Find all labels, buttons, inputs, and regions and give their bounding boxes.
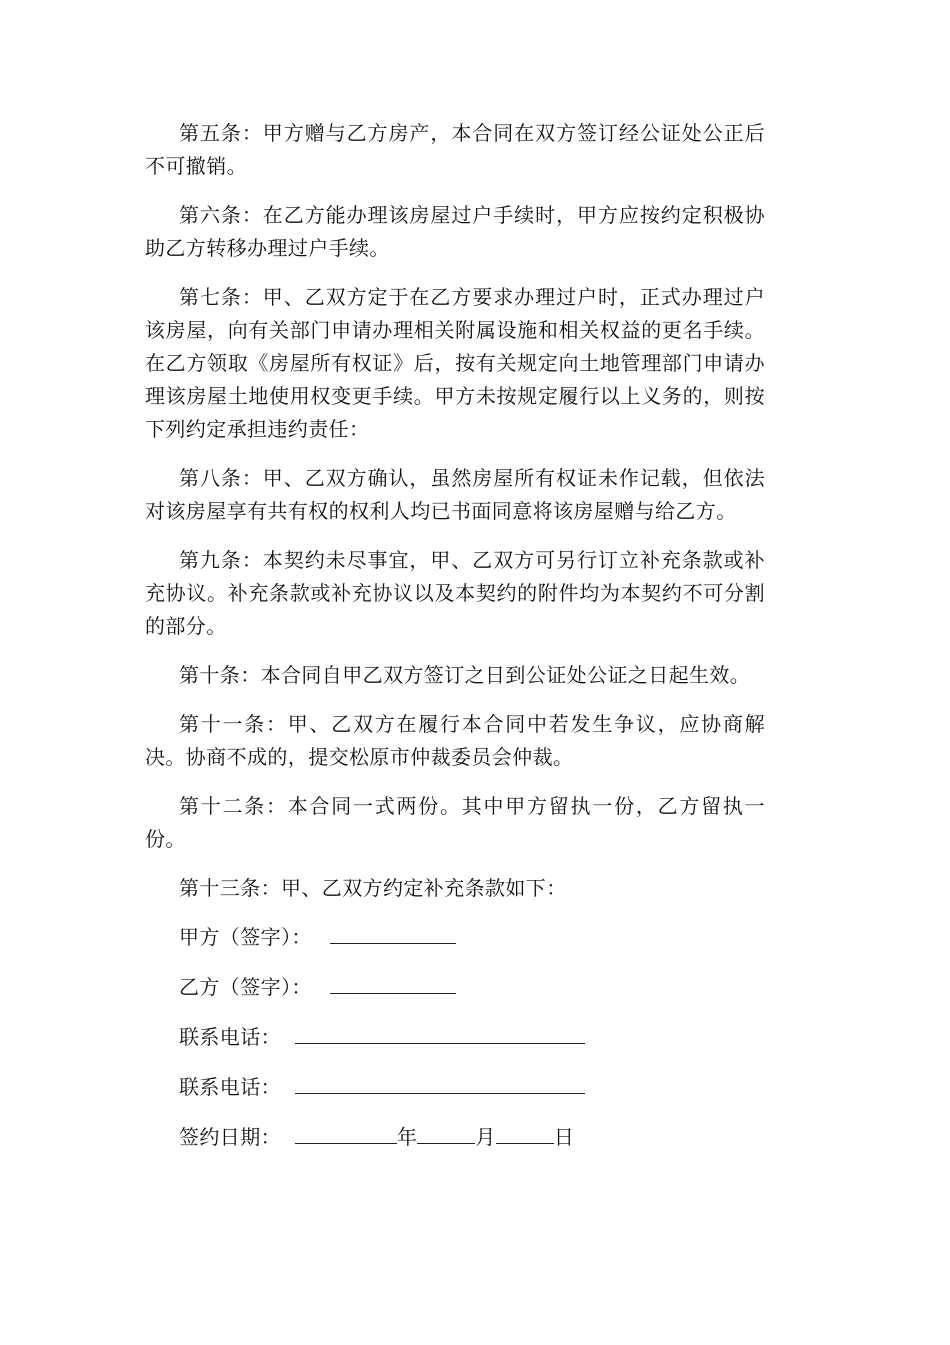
- day-label: 日: [553, 1125, 575, 1149]
- month-blank[interactable]: [417, 1121, 475, 1144]
- article-7: 第七条：甲、乙双方定于在乙方要求办理过户时，正式办理过户该房屋，向有关部门申请办理相关附属设施和相关权益的更名手续。在乙方领取《房屋所有权证》后，按有关规定向土地管理部门申请办理该房屋土地使用权变更手续。甲方未按规定履行以上义务的，则按下列约定承担违约责任：: [145, 285, 765, 441]
- signature-block: [145, 921, 765, 1171]
- article-6: 第六条：在乙方能办理该房屋过户手续时，甲方应按约定积极协助乙方转移办理过户手续。: [145, 203, 765, 260]
- year-label: 年: [397, 1125, 418, 1149]
- party-a-label: 甲方（签字）：: [179, 925, 312, 949]
- article-10: 第十条：本合同自甲乙双方签订之日到公证处公证之日起生效。: [179, 663, 751, 687]
- year-blank[interactable]: [295, 1121, 397, 1144]
- party-a-signature-row: [145, 921, 765, 971]
- party-b-label: 乙方（签字）：: [179, 975, 312, 999]
- article-9: 第九条：本契约未尽事宜，甲、乙双方可另行订立补充条款或补充协议。补充条款或补充协议以及本契约的附件均为本契约不可分割的部分。: [145, 548, 765, 638]
- article-12: 第十二条：本合同一式两份。其中甲方留执一份，乙方留执一份。: [145, 794, 765, 851]
- article-13: 第十三条：甲、乙双方约定补充条款如下：: [179, 876, 567, 900]
- signing-date-row: [145, 1121, 765, 1171]
- phone-row-2: [145, 1071, 765, 1121]
- article-11: 第十一条：甲、乙双方在履行本合同中若发生争议，应协商解决。协商不成的，提交松原市仲裁委员会仲裁。: [145, 712, 765, 769]
- phone-blank-1[interactable]: [295, 1021, 585, 1044]
- signing-date-label: 签约日期：: [179, 1125, 281, 1149]
- contract-body: [145, 117, 765, 1171]
- phone-label-2: 联系电话：: [179, 1075, 281, 1099]
- party-b-signature-blank[interactable]: [330, 971, 456, 994]
- month-label: 月: [475, 1125, 496, 1149]
- party-a-signature-blank[interactable]: [330, 921, 456, 944]
- phone-blank-2[interactable]: [295, 1071, 585, 1094]
- day-blank[interactable]: [496, 1121, 554, 1144]
- party-b-signature-row: [145, 971, 765, 1021]
- article-8: 第八条：甲、乙双方确认，虽然房屋所有权证未作记载，但依法对该房屋享有共有权的权利人均已书面同意将该房屋赠与给乙方。: [145, 466, 765, 523]
- phone-label-1: 联系电话：: [179, 1025, 281, 1049]
- phone-row-1: [145, 1021, 765, 1071]
- article-5: 第五条：甲方赠与乙方房产，本合同在双方签订经公证处公正后不可撤销。: [145, 121, 765, 178]
